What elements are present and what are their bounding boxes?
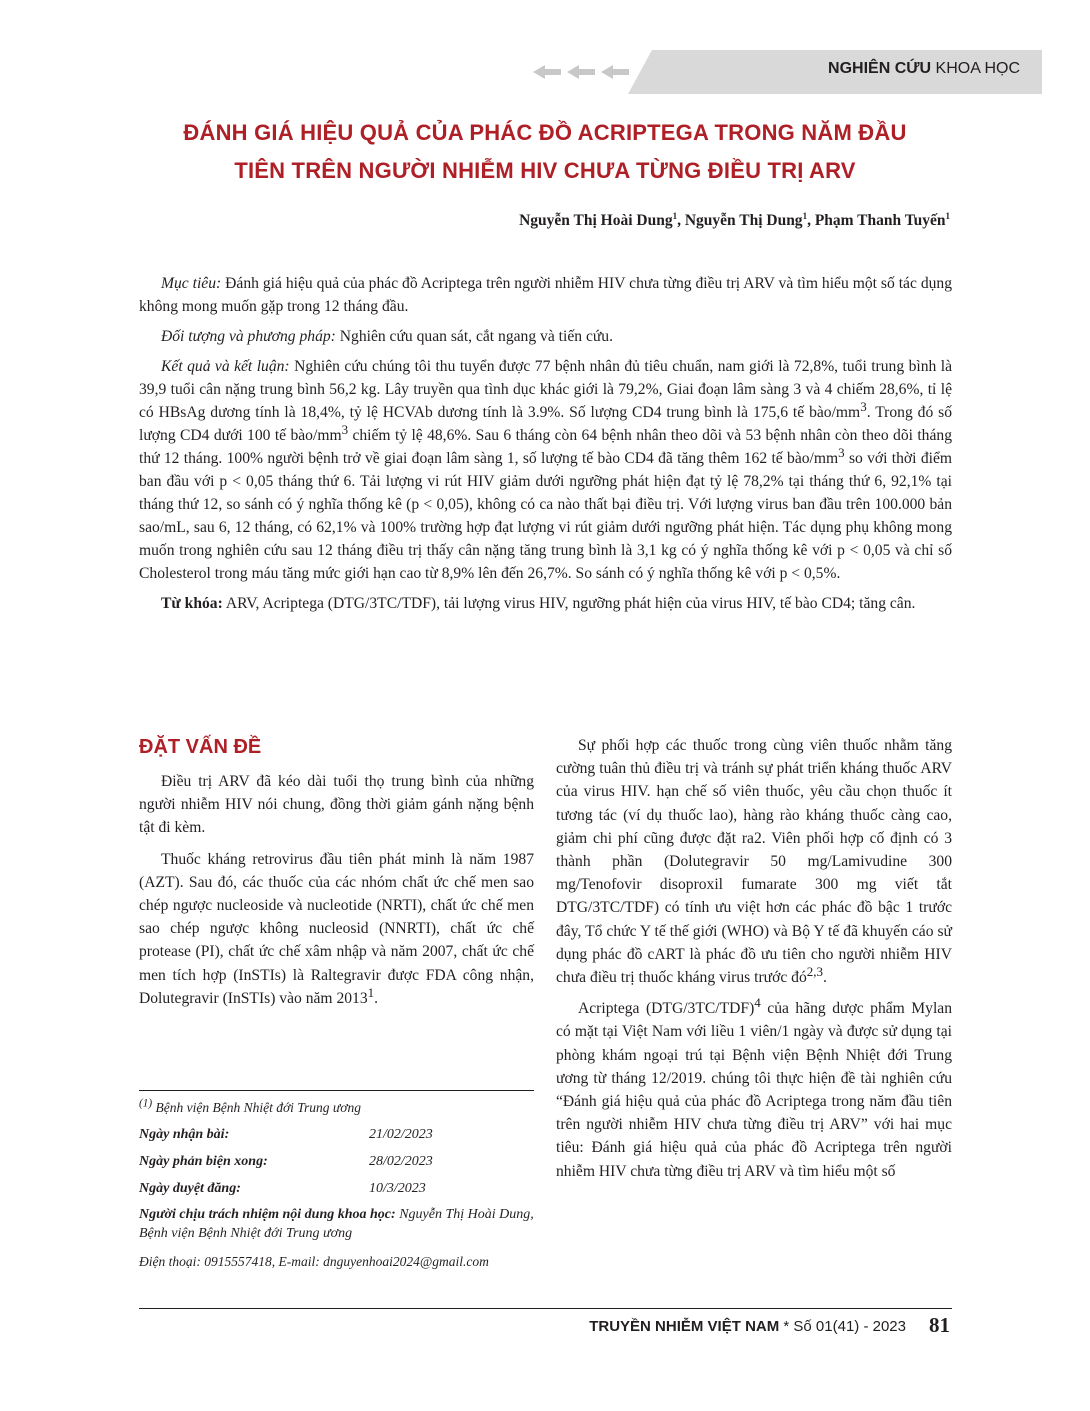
footnote-rule	[139, 1090, 534, 1091]
abstract-methods	[139, 325, 952, 348]
section-label-bold: NGHIÊN CỨU	[828, 60, 932, 77]
paragraph-text: Acriptega (DTG/3TC/TDF)	[578, 1000, 755, 1018]
body-paragraph	[556, 997, 952, 1183]
citation-mark: 4	[754, 995, 761, 1011]
superscript: 3	[341, 421, 349, 437]
author-separator: ,	[807, 212, 815, 229]
responsible-text: Nguyễn Thị Hoài Dung, Bệnh viện Bệnh Nhiệt đới Trung ương	[139, 1207, 534, 1241]
objective-text: Đánh giá hiệu quả của phác đồ Acriptega trên người nhiễm HIV chưa từng điều trị ARV và tìm hiểu một số tác dụng không mong muốn gặp trong 12 tháng đầu.	[139, 275, 953, 315]
title-line-1: ĐÁNH GIÁ HIỆU QUẢ CỦA PHÁC ĐỒ ACRIPTEGA TRONG NĂM ĐẦU	[183, 120, 907, 145]
results-text: . Trong đó số lượng CD4 dưới 100 tế bào/mm	[139, 404, 952, 444]
body-column-left	[139, 734, 534, 1018]
footer-rule	[139, 1308, 952, 1309]
date-row	[139, 1151, 539, 1172]
citation-mark: 2,3	[806, 963, 824, 979]
footnotes	[139, 1097, 539, 1272]
date-label: Ngày phản biện xong:	[139, 1154, 268, 1169]
section-label-rest: KHOA HỌC	[935, 60, 1020, 77]
affiliation-note	[139, 1097, 539, 1118]
methods-label: Đối tượng và phương pháp:	[161, 328, 336, 345]
body-paragraph: Điều trị ARV đã kéo dài tuổi thọ trung bình của những người nhiễm HIV nói chung, đồng thời giảm gánh nặng bệnh tật đi kèm.	[139, 773, 534, 837]
page-number: 81	[929, 1313, 950, 1337]
header-arrows	[533, 64, 633, 80]
responsible-label: Người chịu trách nhiệm nội dung khoa học:	[139, 1207, 396, 1222]
title-line-2: TIÊN TRÊN NGƯỜI NHIỄM HIV CHƯA TỪNG ĐIỀU TRỊ ARV	[234, 158, 856, 183]
paragraph-text: Sự phối hợp các thuốc trong cùng viên thuốc nhằm tăng cường tuân thủ điều trị và tránh sự phát triển kháng thuốc ARV của virus HIV. hạn chế số viên thuốc, yêu cầu chọn thuốc ít tương tác (ví dụ thuốc lao), hàng rào kháng thuốc càng cao, giảm chi phí cũng được đặt ra2. Viên phối hợp cố định có 3 thành phần (Dolutegravir 50 mg/Lamivudine 300 mg/Tenofovir disoproxil fumarate 300 mg viết tắt DTG/3TC/TDF) có tính ưu việt hơn các phác đồ bậc 1 trước đây, Tổ chức Y tế thế giới (WHO) và Bộ Y tế đã khuyến cáo sử dụng phác đồ cART là phác đồ ưu tiên cho người nhiễm HIV chưa điều trị thuốc kháng virus trước đó	[556, 737, 952, 987]
objective-label: Mục tiêu:	[161, 275, 222, 292]
journal-issue: Số 01(41) - 2023	[793, 1318, 906, 1335]
responsible-note	[139, 1205, 539, 1243]
date-label: Ngày duyệt đăng:	[139, 1181, 241, 1196]
author-affiliation-mark: 1	[945, 210, 950, 221]
citation-mark: 1	[367, 984, 375, 1000]
abstract	[139, 272, 952, 622]
author-name: Nguyễn Thị Hoài Dung	[519, 212, 673, 229]
body-column-right	[556, 734, 952, 1191]
date-label: Ngày nhận bài:	[139, 1127, 230, 1142]
results-label: Kết quả và kết luận:	[161, 358, 290, 375]
keywords-text: ARV, Acriptega (DTG/3TC/TDF), tải lượng virus HIV, ngưỡng phát hiện của virus HIV, tế bào CD4; tăng cân.	[222, 595, 916, 612]
superscript: 3	[838, 444, 845, 460]
paragraph-text: Thuốc kháng retrovirus đầu tiên phát minh là năm 1987 (AZT). Sau đó, các thuốc của các nhóm chất ức chế men sao chép ngược nucleoside và nucleotide (NRTI), chất ức chế men sao chép ngược không nucleosid (NNRTI), chất ức chế protease (PI), chất ức chế xâm nhập và năm 2007, chất ức chế men tích hợp (InSTIs) là Raltegravir được FDA công nhận, Dolutegravir (InSTIs) vào năm 2013	[139, 850, 534, 1007]
results-text: Nghiên cứu chúng tôi thu tuyển được 77 bệnh nhân đủ tiêu chuẩn, nam giới là 72,8%, tuổi trung bình là 39,9 tuổi cân nặng trung bình 56,2 kg. Lây truyền qua tình dục khác giới là 79,2%, Giai đoạn lâm sàng 3 và 4 chiếm 28,6%, tỉ lệ có HBsAg dương tính là 18,4%, tỷ lệ HCVAb dương tính là 3.9%. Số lượng CD4 trung bình là 175,6 tế bào/mm	[139, 358, 952, 421]
paragraph-text: của hãng dược phẩm Mylan có mặt tại Việt Nam với liều 1 viên/1 ngày và được sử dụng tại phòng khám ngoại trú tại Bệnh viện Bệnh Nhiệt đới Trung ương từ tháng 12/2019. chúng tôi thực hiện đề tài nghiên cứu “Đánh giá hiệu quả của phác đồ Acriptega trong năm đầu tiên trên người nhiễm HIV chưa từng điều trị ARV” với hai mục tiêu: Đánh giá hiệu quả của phác đồ Acriptega trên người nhiễm HIV chưa từng điều trị ARV và tìm hiểu một số	[556, 1000, 953, 1180]
date-row	[139, 1124, 539, 1145]
methods-text: Nghiên cứu quan sát, cắt ngang và tiến cứu.	[335, 328, 614, 345]
abstract-objective	[139, 272, 952, 318]
abstract-results	[139, 355, 952, 585]
date-row	[139, 1178, 539, 1199]
keywords-label: Từ khóa:	[161, 595, 223, 612]
journal-name	[589, 1318, 906, 1335]
section-label	[828, 60, 1020, 78]
author-name: Nguyễn Thị Dung	[684, 212, 803, 229]
triple-arrow-left-icon	[533, 64, 633, 80]
abstract-keywords	[139, 592, 952, 615]
date-value: 10/3/2023	[369, 1181, 426, 1196]
author-affiliation-mark: 1	[802, 210, 808, 221]
paragraph-end: .	[374, 989, 379, 1007]
author-affiliation-mark: 1	[672, 210, 678, 221]
affiliation-text: Bệnh viện Bệnh Nhiệt đới Trung ương	[152, 1100, 361, 1115]
date-value: 21/02/2023	[369, 1127, 433, 1142]
author-list	[519, 212, 950, 230]
superscript: 3	[860, 398, 867, 414]
body-paragraph	[139, 848, 534, 1010]
journal-separator: *	[779, 1318, 794, 1335]
section-heading-introduction: ĐẶT VẤN ĐỀ	[139, 736, 262, 758]
results-text: chiếm tỷ lệ 48,6%. Sau 6 tháng còn 64 bệnh nhân theo dõi và 53 bệnh nhân còn theo dõi tháng thứ 12 tháng. 100% người bệnh trở về giai đoạn lâm sàng 1, số lượng tế bào CD4 đã tăng thêm 162 tế bào/mm	[139, 427, 952, 467]
author-name: Phạm Thanh Tuyến	[814, 212, 946, 229]
affiliation-mark: (1)	[139, 1097, 153, 1110]
paragraph-end: .	[823, 969, 827, 987]
date-value: 28/02/2023	[369, 1154, 433, 1169]
journal-title: TRUYỀN NHIỄM VIỆT NAM	[589, 1318, 780, 1335]
body-paragraph	[556, 734, 952, 989]
results-text: so với thời điểm ban đầu với p < 0,05 tháng thứ 6. Tải lượng vi rút HIV giảm dưới ngưỡng phát hiện đạt tỷ lệ 78,2% tại tháng thứ 6, 92,1% tại tháng thứ 12, so sánh có ý nghĩa thống kê (p < 0,05), không có ca nào thất bại điều trị. Với lượng virus ban đầu trên 100.000 bản sao/mL, sau 6, 12 tháng, có 62,1% và 100% trường hợp đạt lượng vi rút giảm dưới ngưỡng phát hiện. Tác dụng phụ không mong muốn trong nghiên cứu sau 12 tháng điều trị thấy cân nặng tăng trung bình là 3,1 kg có ý nghĩa thống kê với p < 0,05 và chỉ số Cholesterol trong máu tăng mức giới hạn cao từ 8,9% lên đến 26,7%. So sánh có ý nghĩa thống kê với p < 0,5%.	[139, 450, 952, 582]
article-title	[120, 114, 970, 190]
contact-note: Điện thoại: 0915557418, E-mail: dnguyenhoai2024@gmail.com	[139, 1254, 489, 1269]
author-separator: ,	[677, 212, 685, 229]
